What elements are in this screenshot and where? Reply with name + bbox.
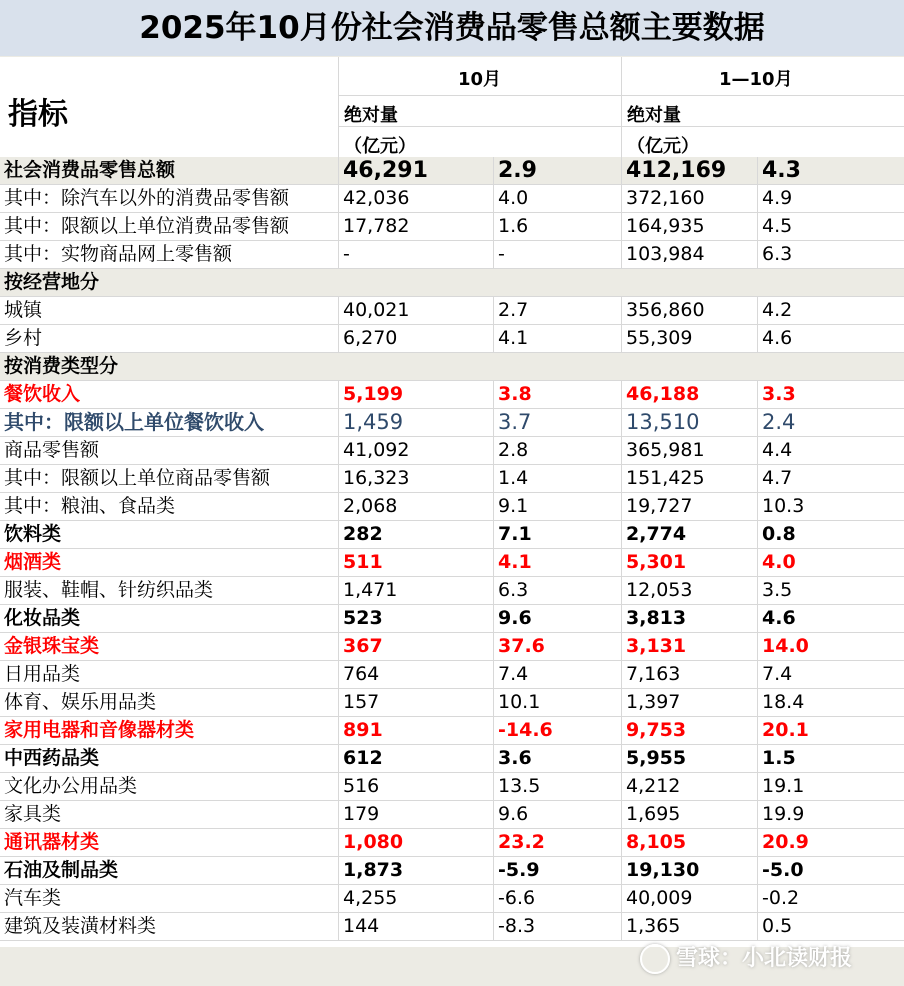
- snowball-logo-icon: [640, 944, 670, 974]
- indicator-header: 指标: [8, 97, 68, 132]
- month-growth-cell: 2.8: [493, 437, 621, 464]
- ytd-value-cell: 46,188: [621, 381, 757, 408]
- row-label: 烟酒类: [4, 551, 62, 573]
- header-divider: [621, 57, 622, 157]
- month-growth-cell: -5.9: [493, 857, 621, 884]
- ytd-growth-cell: 1.5: [757, 745, 904, 772]
- ytd-growth-cell: 4.5: [757, 213, 904, 240]
- header-divider: [338, 57, 339, 157]
- month-abs-label: 绝对量: [344, 105, 398, 126]
- ytd-value-cell: 13,510: [621, 409, 757, 436]
- ytd-value-cell: 372,160: [621, 185, 757, 212]
- table-row: [0, 493, 904, 521]
- ytd-value-cell: [621, 353, 757, 380]
- month-header: 10月: [458, 69, 502, 90]
- ytd-growth-cell: 6.3: [757, 241, 904, 268]
- ytd-value-cell: 8,105: [621, 829, 757, 856]
- month-value-cell: 41,092: [338, 437, 493, 464]
- month-value-cell: 157: [338, 689, 493, 716]
- month-value-cell: 42,036: [338, 185, 493, 212]
- month-value-cell: 6,270: [338, 325, 493, 352]
- ytd-header: 1—10月: [719, 69, 793, 90]
- ytd-growth-cell: 20.1: [757, 717, 904, 744]
- table-row: [0, 801, 904, 829]
- month-value-cell: 1,471: [338, 577, 493, 604]
- data-table: [0, 57, 904, 947]
- row-label: 金银珠宝类: [4, 635, 100, 657]
- month-growth-cell: 4.0: [493, 185, 621, 212]
- table-row: [0, 185, 904, 213]
- month-growth-cell: 6.3: [493, 577, 621, 604]
- table-row: [0, 213, 904, 241]
- row-label: 按经营地分: [4, 271, 100, 293]
- table-row: [0, 465, 904, 493]
- row-label: 家具类: [4, 803, 62, 825]
- ytd-growth-cell: 4.7: [757, 465, 904, 492]
- ytd-value-cell: 1,365: [621, 913, 757, 940]
- month-growth-cell: [493, 353, 621, 380]
- month-value-cell: 511: [338, 549, 493, 576]
- ytd-growth-cell: 20.9: [757, 829, 904, 856]
- ytd-value-cell: 2,774: [621, 521, 757, 548]
- row-label: 汽车类: [4, 887, 62, 909]
- ytd-value-cell: 3,131: [621, 633, 757, 660]
- table-row: [0, 745, 904, 773]
- ytd-value-cell: 9,753: [621, 717, 757, 744]
- table-row: [0, 717, 904, 745]
- table-row: [0, 857, 904, 885]
- page-title: 2025年10月份社会消费品零售总额主要数据: [0, 0, 904, 56]
- row-label: 其中：限额以上单位餐饮收入: [4, 410, 264, 434]
- table-row: [0, 437, 904, 465]
- month-value-cell: [338, 269, 493, 296]
- month-growth-cell: 1.6: [493, 213, 621, 240]
- month-value-cell: 1,873: [338, 857, 493, 884]
- row-label: 其中：除汽车以外的消费品零售额: [4, 187, 290, 209]
- ytd-growth-cell: 4.0: [757, 549, 904, 576]
- month-growth-cell: 7.1: [493, 521, 621, 548]
- month-growth-cell: 37.6: [493, 633, 621, 660]
- table-row: [0, 325, 904, 353]
- row-label: 商品零售额: [4, 439, 100, 461]
- ytd-value-cell: 412,169: [621, 157, 757, 184]
- row-label: 日用品类: [4, 663, 81, 685]
- ytd-value-cell: 19,130: [621, 857, 757, 884]
- month-value-cell: 282: [338, 521, 493, 548]
- header-rule: [338, 95, 904, 96]
- ytd-abs-label: 绝对量: [627, 105, 681, 126]
- table-row: [0, 913, 904, 941]
- row-label: 体育、娱乐用品类: [4, 691, 157, 713]
- ytd-value-cell: 164,935: [621, 213, 757, 240]
- month-value-cell: 40,021: [338, 297, 493, 324]
- month-growth-cell: 4.1: [493, 325, 621, 352]
- ytd-value-cell: 5,301: [621, 549, 757, 576]
- month-growth-cell: [493, 269, 621, 296]
- ytd-value-cell: 1,397: [621, 689, 757, 716]
- month-value-cell: 612: [338, 745, 493, 772]
- table-row: [0, 773, 904, 801]
- month-growth-cell: 3.7: [493, 409, 621, 436]
- row-label: 其中：限额以上单位消费品零售额: [4, 215, 290, 237]
- ytd-value-cell: 40,009: [621, 885, 757, 912]
- ytd-growth-cell: 4.4: [757, 437, 904, 464]
- ytd-value-cell: 356,860: [621, 297, 757, 324]
- section-header-row: [0, 269, 904, 297]
- row-label: 按消费类型分: [4, 355, 119, 377]
- row-label: 城镇: [4, 299, 43, 321]
- ytd-value-cell: 55,309: [621, 325, 757, 352]
- ytd-growth-cell: 4.6: [757, 605, 904, 632]
- ytd-growth-cell: 19.1: [757, 773, 904, 800]
- month-growth-cell: 23.2: [493, 829, 621, 856]
- ytd-growth-cell: 2.4: [757, 409, 904, 436]
- ytd-growth-cell: [757, 353, 904, 380]
- row-label: 石油及制品类: [4, 859, 119, 881]
- month-growth-cell: 10.1: [493, 689, 621, 716]
- month-value-cell: 764: [338, 661, 493, 688]
- month-growth-cell: 1.4: [493, 465, 621, 492]
- row-label: 家用电器和音像器材类: [4, 719, 195, 741]
- month-value-cell: 1,459: [338, 409, 493, 436]
- ytd-growth-cell: 0.5: [757, 913, 904, 940]
- table-row: [0, 521, 904, 549]
- row-label: 服装、鞋帽、针纺织品类: [4, 579, 214, 601]
- row-label: 乡村: [4, 327, 43, 349]
- month-growth-cell: 3.8: [493, 381, 621, 408]
- row-label: 其中：粮油、食品类: [4, 495, 176, 517]
- table-row: [0, 549, 904, 577]
- month-value-cell: 179: [338, 801, 493, 828]
- ytd-growth-cell: 3.3: [757, 381, 904, 408]
- table-row: [0, 829, 904, 857]
- table-row: [0, 157, 904, 185]
- month-growth-cell: 3.6: [493, 745, 621, 772]
- month-growth-cell: 9.6: [493, 801, 621, 828]
- row-label: 其中：限额以上单位商品零售额: [4, 467, 271, 489]
- month-value-cell: -: [338, 241, 493, 268]
- month-value-cell: 516: [338, 773, 493, 800]
- row-label: 通讯器材类: [4, 831, 100, 853]
- ytd-growth-cell: -5.0: [757, 857, 904, 884]
- ytd-value-cell: 151,425: [621, 465, 757, 492]
- table-row: [0, 605, 904, 633]
- row-label: 文化办公用品类: [4, 775, 138, 797]
- ytd-value-cell: 5,955: [621, 745, 757, 772]
- month-value-cell: 1,080: [338, 829, 493, 856]
- table-row: [0, 409, 904, 437]
- ytd-value-cell: 4,212: [621, 773, 757, 800]
- month-growth-cell: -6.6: [493, 885, 621, 912]
- watermark: [640, 942, 852, 976]
- ytd-value-cell: 7,163: [621, 661, 757, 688]
- table-row: [0, 633, 904, 661]
- ytd-growth-cell: -0.2: [757, 885, 904, 912]
- month-growth-cell: 9.6: [493, 605, 621, 632]
- month-value-cell: 5,199: [338, 381, 493, 408]
- row-label: 中西药品类: [4, 747, 100, 769]
- ytd-value-cell: 12,053: [621, 577, 757, 604]
- row-label: 建筑及装潢材料类: [4, 915, 157, 937]
- row-label: 饮料类: [4, 523, 62, 545]
- month-value-cell: 144: [338, 913, 493, 940]
- ytd-growth-cell: 14.0: [757, 633, 904, 660]
- ytd-value-cell: [621, 269, 757, 296]
- ytd-value-cell: 365,981: [621, 437, 757, 464]
- ytd-growth-cell: 7.4: [757, 661, 904, 688]
- month-value-cell: 16,323: [338, 465, 493, 492]
- table-row: [0, 381, 904, 409]
- ytd-growth-cell: 4.3: [757, 157, 904, 184]
- section-header-row: [0, 353, 904, 381]
- table-row: [0, 661, 904, 689]
- table-header: [0, 57, 904, 157]
- ytd-unit-label: （亿元）: [627, 136, 699, 157]
- month-value-cell: 2,068: [338, 493, 493, 520]
- ytd-growth-cell: 3.5: [757, 577, 904, 604]
- month-value-cell: 4,255: [338, 885, 493, 912]
- ytd-value-cell: 1,695: [621, 801, 757, 828]
- month-value-cell: [338, 353, 493, 380]
- table-row: [0, 885, 904, 913]
- ytd-growth-cell: 4.9: [757, 185, 904, 212]
- row-label: 餐饮收入: [4, 383, 81, 405]
- ytd-growth-cell: 10.3: [757, 493, 904, 520]
- row-label: 化妆品类: [4, 607, 81, 629]
- month-value-cell: 367: [338, 633, 493, 660]
- month-growth-cell: 13.5: [493, 773, 621, 800]
- month-growth-cell: -: [493, 241, 621, 268]
- ytd-growth-cell: 18.4: [757, 689, 904, 716]
- ytd-growth-cell: [757, 269, 904, 296]
- month-unit-label: （亿元）: [344, 136, 416, 157]
- table-body: [0, 157, 904, 941]
- month-growth-cell: -8.3: [493, 913, 621, 940]
- row-label: 社会消费品零售总额: [4, 159, 176, 181]
- month-growth-cell: 2.9: [493, 157, 621, 184]
- month-value-cell: 46,291: [338, 157, 493, 184]
- month-growth-cell: 4.1: [493, 549, 621, 576]
- ytd-growth-cell: 4.2: [757, 297, 904, 324]
- watermark-text: 雪球：小北读财报: [676, 946, 853, 971]
- table-row: [0, 297, 904, 325]
- ytd-growth-cell: 4.6: [757, 325, 904, 352]
- table-row: [0, 689, 904, 717]
- header-rule: [338, 126, 904, 127]
- ytd-value-cell: 103,984: [621, 241, 757, 268]
- ytd-value-cell: 19,727: [621, 493, 757, 520]
- ytd-value-cell: 3,813: [621, 605, 757, 632]
- table-row: [0, 241, 904, 269]
- month-growth-cell: -14.6: [493, 717, 621, 744]
- month-growth-cell: 9.1: [493, 493, 621, 520]
- row-label: 其中：实物商品网上零售额: [4, 243, 233, 265]
- month-growth-cell: 2.7: [493, 297, 621, 324]
- month-value-cell: 891: [338, 717, 493, 744]
- month-value-cell: 523: [338, 605, 493, 632]
- table-row: [0, 577, 904, 605]
- month-growth-cell: 7.4: [493, 661, 621, 688]
- ytd-growth-cell: 19.9: [757, 801, 904, 828]
- ytd-growth-cell: 0.8: [757, 521, 904, 548]
- month-value-cell: 17,782: [338, 213, 493, 240]
